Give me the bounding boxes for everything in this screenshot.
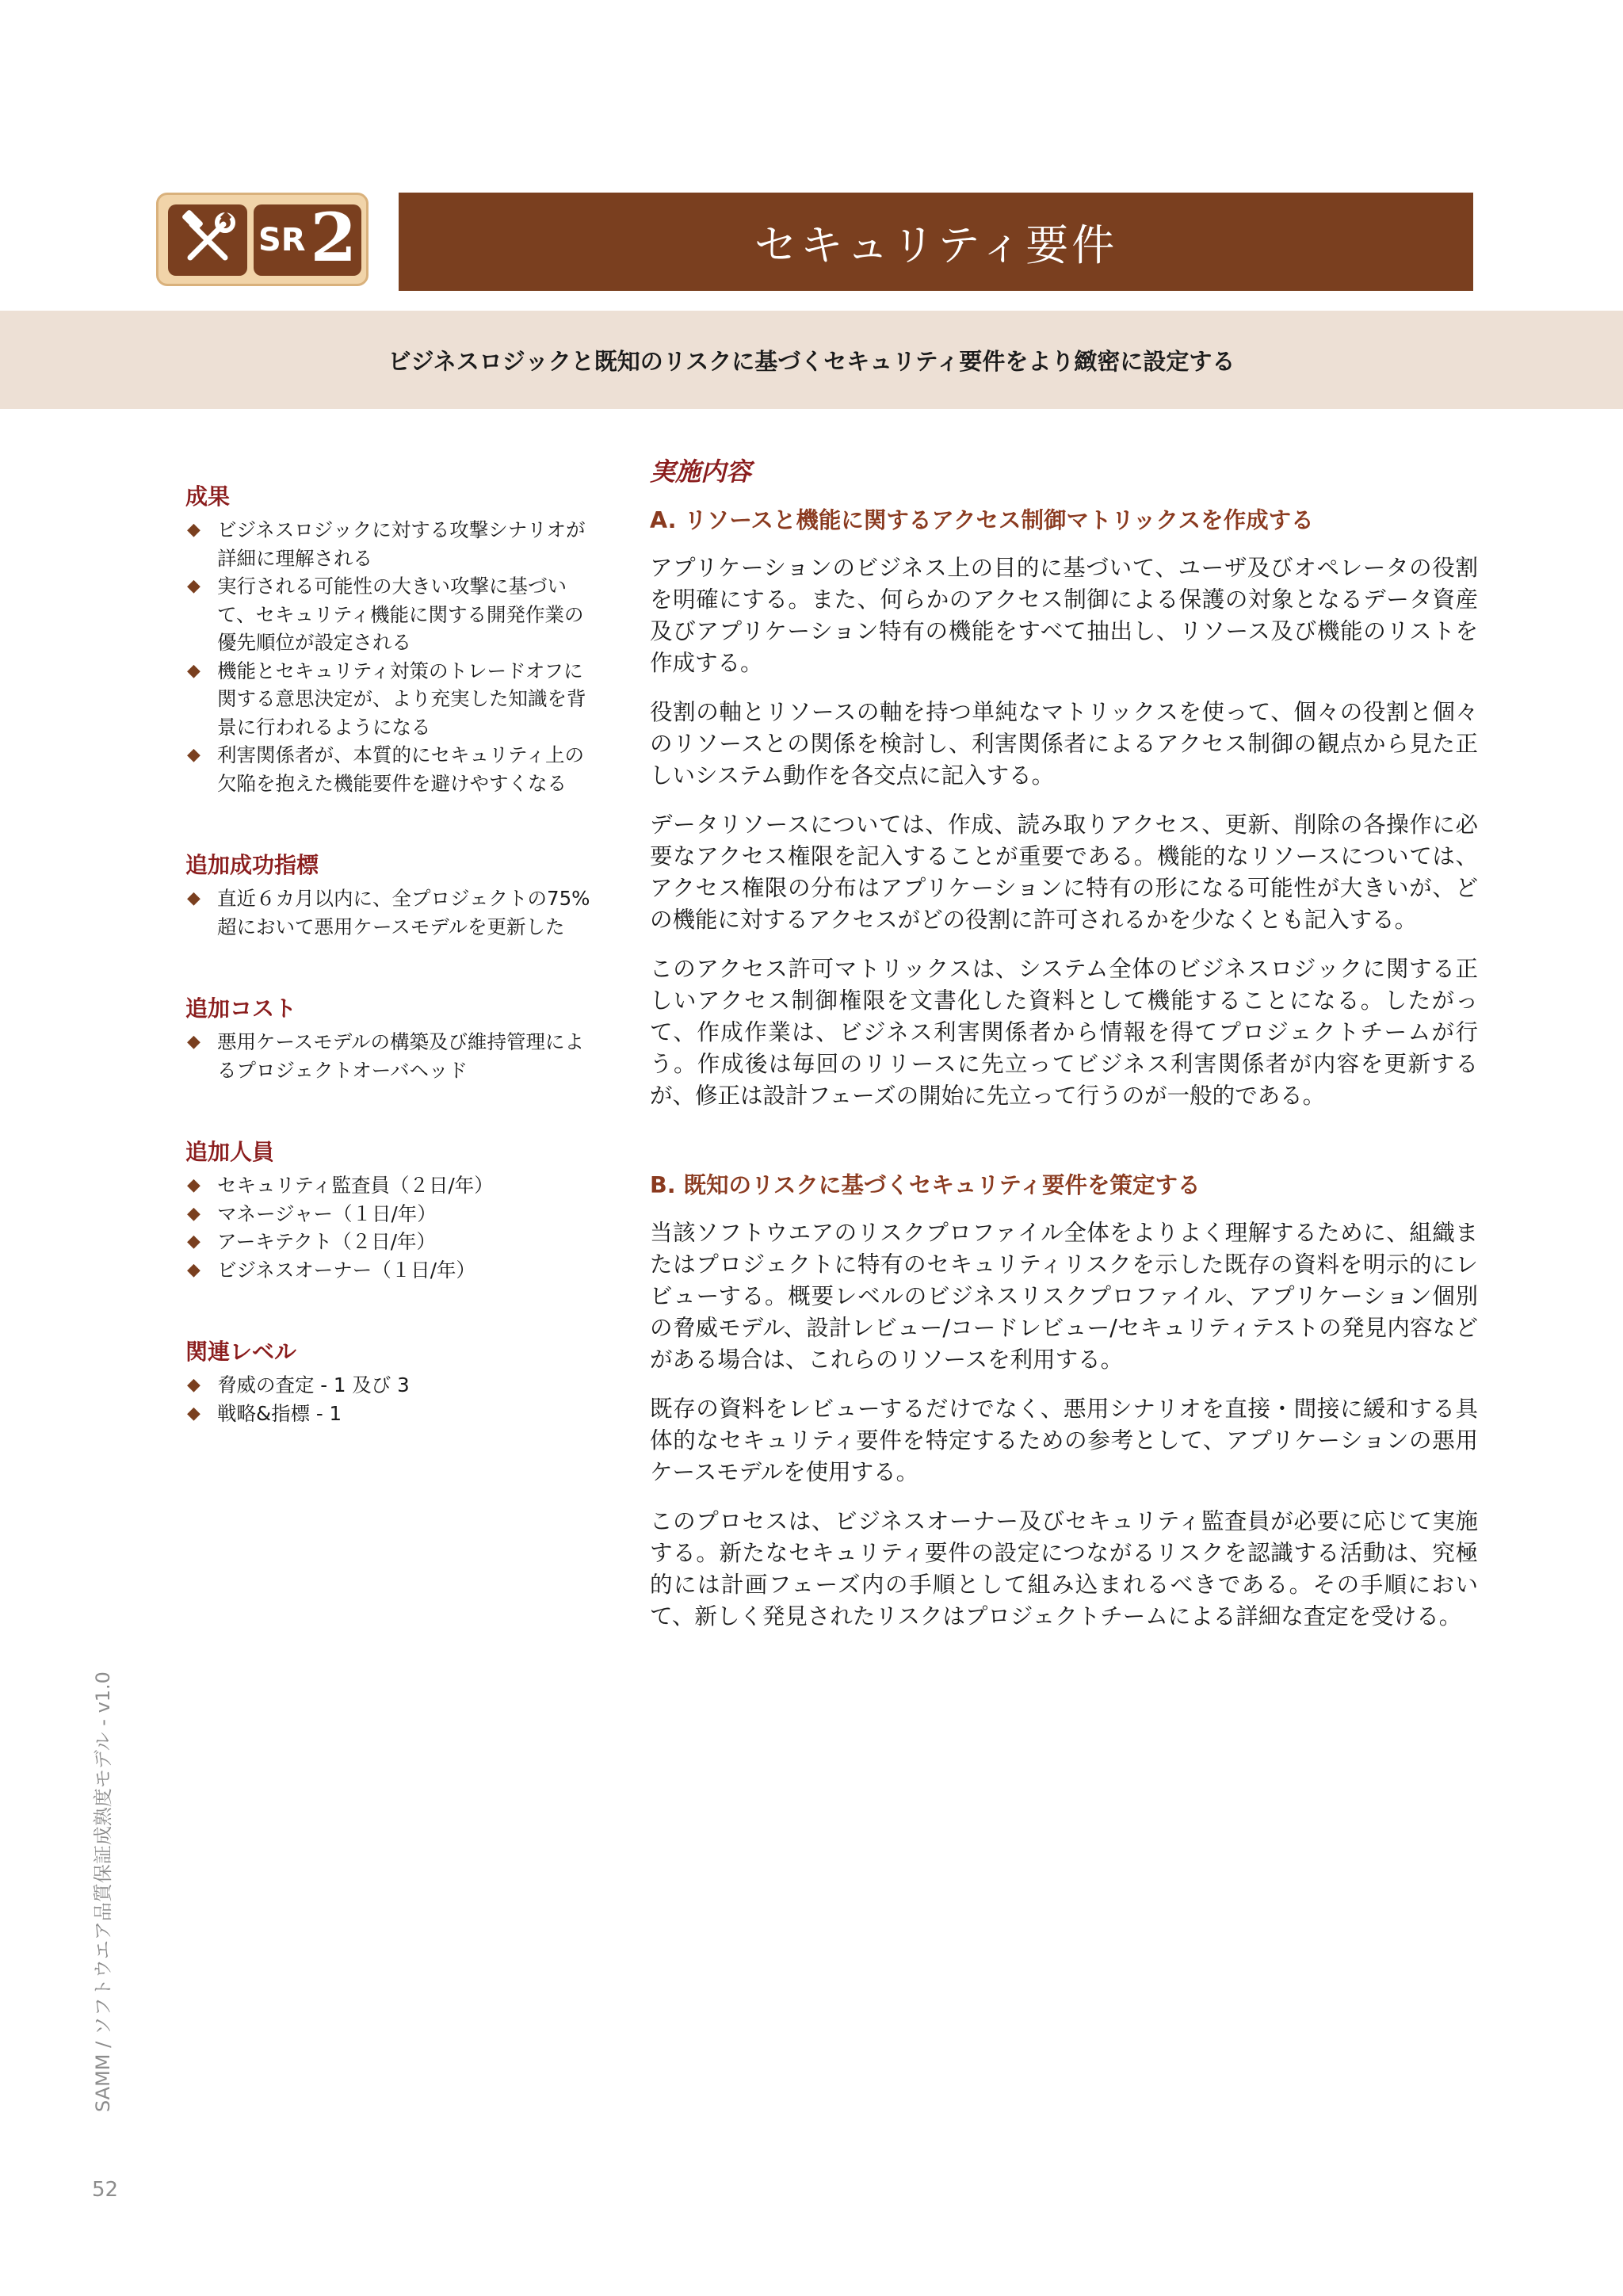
list-item	[185, 1400, 598, 1428]
paragraph: このアクセス許可マトリックスは、システム全体のビジネスロジックに関する正しいアクセス制御権限を文書化した資料として機能することになる。したがって、作成作業は、ビジネス利害関係者から情報を得てプロジェクトチームが行う。作成後は毎回のリリースに先立ってビジネス利害関係者が内容を更新するが、修正は設計フェーズの開始に先立って行うのが一般的である。	[650, 956, 1478, 1109]
list-item-text: マネージャー（１日/年）	[217, 1201, 437, 1225]
list-item-text: 利害関係者が、本質的にセキュリティ上の欠陥を抱えた機能要件を避けやすくなる	[217, 743, 585, 795]
page-title: セキュリティ要件	[754, 220, 1118, 270]
diamond-bullet-icon: ◆	[187, 745, 200, 765]
list-item-text: アーキテクト（２日/年）	[217, 1230, 437, 1253]
personnel-list	[185, 1171, 598, 1284]
diamond-bullet-icon: ◆	[187, 1232, 200, 1251]
related-levels-heading: 関連レベル	[185, 1339, 297, 1365]
list-item	[185, 1028, 598, 1084]
list-item	[185, 1171, 598, 1200]
results-heading: 成果	[185, 483, 231, 510]
paragraph: データリソースについては、作成、読み取りアクセス、更新、削除の各操作に必要なアクセス権限を記入することが重要である。機能的なリソースについては、アクセス権限の分布はアプリケーションに特有の形になる可能性が大きいが、どの機能に対するアクセスがどの役割に許可されるかを少なくとも記入する。	[650, 812, 1478, 933]
diamond-bullet-icon: ◆	[187, 1203, 200, 1224]
side-running-title: SAMM / ソフトウエア品質保証成熟度モデル - v1.0	[92, 1671, 114, 2112]
diamond-bullet-icon: ◆	[187, 1375, 200, 1395]
costs-list	[185, 1028, 598, 1084]
diamond-bullet-icon: ◆	[187, 1032, 200, 1052]
list-item	[185, 516, 598, 572]
costs-heading: 追加コスト	[185, 995, 297, 1022]
activity-b	[650, 1167, 1478, 1633]
list-item-text: 実行される可能性の大きい攻撃に基づいて、セキュリティ機能に関する開発作業の優先順位が設定される	[217, 575, 584, 654]
activity-a	[650, 502, 1478, 1112]
costs-section	[185, 991, 598, 1084]
list-item-text: ビジネスオーナー（１日/年）	[217, 1258, 476, 1282]
objective-band	[0, 311, 1623, 409]
practice-badge	[156, 193, 369, 286]
paragraph: このプロセスは、ビジネスオーナー及びセキュリティ監査員が必要に応じて実施する。新たなセキュリティ要件の設定につながるリスクを認識する活動は、究極的には計画フェーズ内の手順として組み込まれるべきである。その手順において、新しく発見されたリスクはプロジェクトチームによる詳細な査定を受ける。	[650, 1508, 1478, 1629]
page-number: 52	[92, 2178, 119, 2202]
list-item-text: 悪用ケースモデルの構築及び維持管理によるプロジェクトオーバヘッド	[217, 1030, 585, 1082]
activities-heading: 実施内容	[650, 457, 752, 487]
activity-a-title: A. リソースと機能に関するアクセス制御マトリックスを作成する	[650, 507, 1314, 533]
paragraph: アプリケーションのビジネス上の目的に基づいて、ユーザ及びオペレータの役割を明確にする。また、何らかのアクセス制御による保護の対象となるデータ資産及びアプリケーション特有の機能をすべて抽出し、リソース及び機能のリストを作成する。	[650, 555, 1478, 676]
related-levels-section	[185, 1335, 598, 1427]
list-item-text: 直近６カ月以内に、全プロジェクトの75%超において悪用ケースモデルを更新した	[217, 887, 590, 938]
paragraph: 役割の軸とリソースの軸を持つ単純なマトリックスを使って、個々の役割と個々のリソースとの関係を検討し、利害関係者によるアクセス制御の観点から見た正しいシステム動作を各交点に記入する。	[650, 699, 1478, 789]
title-bar	[399, 193, 1473, 291]
list-item	[185, 1228, 598, 1256]
success-metrics-heading: 追加成功指標	[185, 852, 319, 878]
list-item	[185, 572, 598, 657]
list-item	[185, 1200, 598, 1228]
results-section	[185, 479, 598, 797]
diamond-bullet-icon: ◆	[187, 520, 200, 540]
badge-code-box	[254, 198, 361, 277]
hammer-wrench-icon	[178, 210, 238, 270]
diamond-bullet-icon: ◆	[187, 1403, 200, 1423]
list-item	[185, 741, 598, 797]
list-item	[185, 657, 598, 742]
main-content	[650, 452, 1478, 1650]
paragraph: 当該ソフトウエアのリスクプロファイル全体をよりよく理解するために、組織またはプロジェクトに特有のセキュリティリスクを示した既存の資料を明示的にレビューする。概要レベルのビジネスリスクプロファイル、アプリケーション個別の脅威モデル、設計レビュー/コードレビュー/セキュリティテストの発見内容などがある場合は、これらのリソースを利用する。	[650, 1220, 1478, 1373]
badge-code: SR	[258, 222, 306, 258]
paragraph: 既存の資料をレビューするだけでなく、悪用シナリオを直接・間接に緩和する具体的なセキュリティ要件を特定するための参考として、アプリケーションの悪用ケースモデルを使用する。	[650, 1396, 1478, 1485]
list-item-text: ビジネスロジックに対する攻撃シナリオが詳細に理解される	[217, 518, 586, 570]
related-levels-list	[185, 1371, 598, 1427]
diamond-bullet-icon: ◆	[187, 1175, 200, 1195]
list-item-text: セキュリティ監査員（２日/年）	[217, 1174, 494, 1197]
badge-icon-box	[168, 204, 247, 276]
diamond-bullet-icon: ◆	[187, 888, 200, 908]
objective-text: ビジネスロジックと既知のリスクに基づくセキュリティ要件をより緻密に設定する	[388, 347, 1235, 375]
diamond-bullet-icon: ◆	[187, 1259, 200, 1280]
diamond-bullet-icon: ◆	[187, 576, 200, 596]
badge-level: 2	[310, 198, 357, 277]
personnel-section	[185, 1135, 598, 1284]
diamond-bullet-icon: ◆	[187, 660, 200, 681]
sidebar	[185, 479, 598, 1478]
list-item	[185, 884, 598, 941]
personnel-heading: 追加人員	[185, 1139, 275, 1165]
list-item	[185, 1256, 598, 1285]
list-item-text: 戦略&指標 - 1	[217, 1401, 342, 1425]
activity-b-title: B. 既知のリスクに基づくセキュリティ要件を策定する	[650, 1172, 1201, 1198]
success-metrics-section	[185, 848, 598, 941]
list-item-text: 脅威の査定 - 1 及び 3	[217, 1373, 410, 1396]
results-list	[185, 516, 598, 797]
list-item-text: 機能とセキュリティ対策のトレードオフに関する意思決定が、より充実した知識を背景に行われるようになる	[217, 659, 586, 739]
list-item	[185, 1371, 598, 1400]
success-metrics-list	[185, 884, 598, 941]
